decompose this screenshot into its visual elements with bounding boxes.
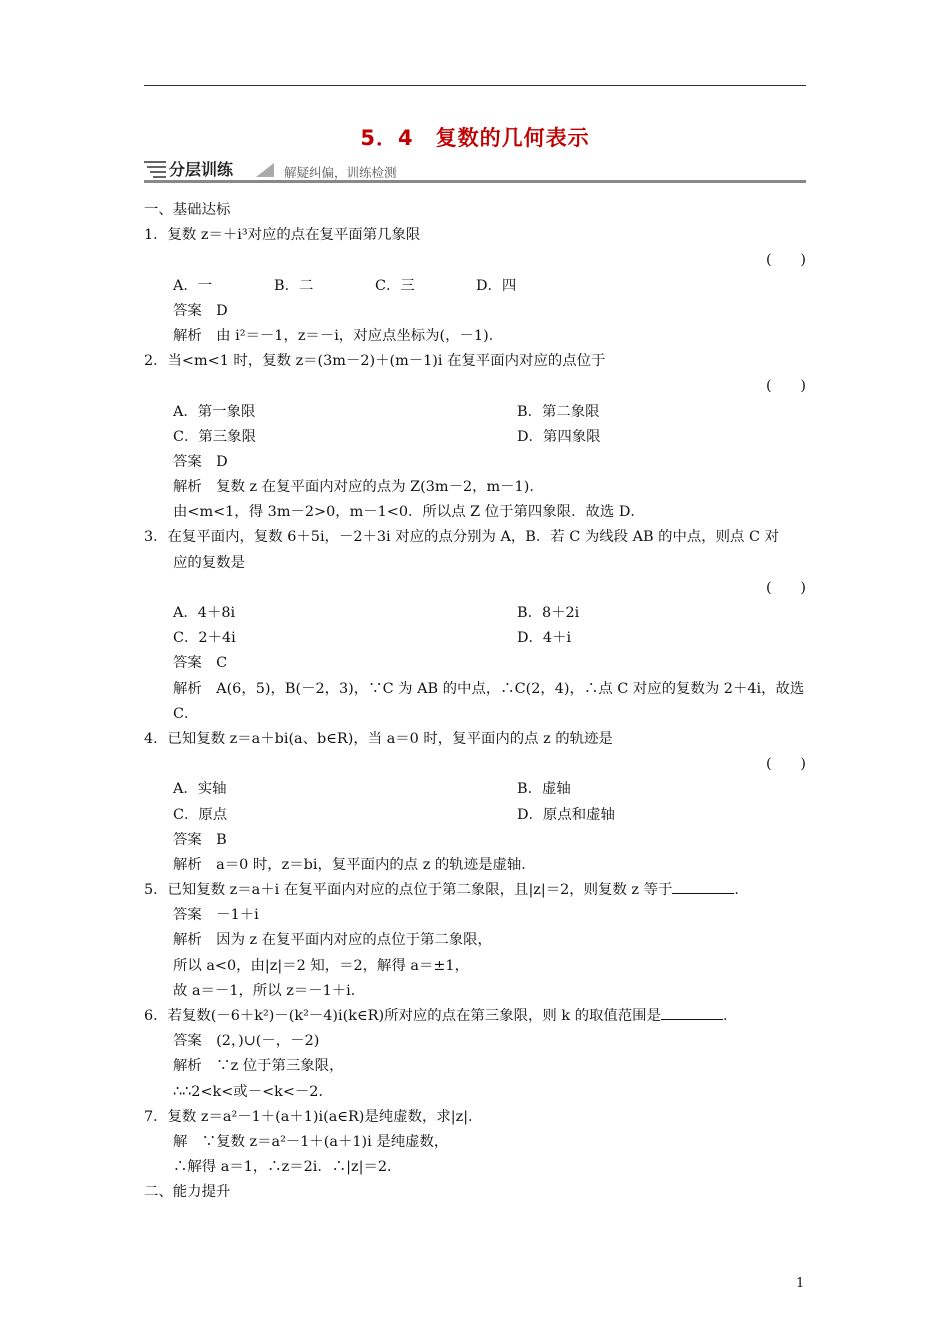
stripes-icon bbox=[144, 160, 166, 178]
q2-analysis-line2: 由<m<1，得 3m－2>0，m－1<0．所以点 Z 位于第四象限．故选 D． bbox=[173, 504, 645, 521]
q2-answer-paren: ( ) bbox=[765, 378, 806, 395]
q6-stem bbox=[144, 1004, 808, 1029]
q2-answer: 答案 D bbox=[173, 453, 228, 470]
q4-option-b: B．虚轴 bbox=[517, 781, 571, 798]
q1-option-c: C．三 bbox=[375, 277, 415, 294]
q5-analysis-line1: 解析 因为 z 在复平面内对应的点位于第二象限， bbox=[173, 932, 492, 949]
section-heading-advanced: 二、能力提升 bbox=[144, 1184, 231, 1201]
q2-option-b: B．第二象限 bbox=[517, 403, 600, 420]
q3-stem-line2: 应的复数是 bbox=[173, 554, 245, 571]
banner-label: 分层训练 bbox=[169, 160, 234, 179]
q3-option-b: B．8＋2i bbox=[517, 605, 580, 621]
q4-options-row1 bbox=[144, 777, 808, 802]
q4-answer-paren: ( ) bbox=[765, 756, 806, 773]
q5-analysis-line3: 故 a＝－1，所以 z＝－1＋i． bbox=[173, 982, 366, 999]
q3-analysis-line1: 解析 A(6，5)，B(－2，3)，∵C 为 AB 的中点，∴C(2，4)，∴点 C 对应的复数为 2＋4i，故选 bbox=[173, 680, 805, 697]
q3-answer-paren: ( ) bbox=[765, 579, 806, 596]
q2-stem: 2．当<m<1 时，复数 z＝(3m－2)＋(m－1)i 在复平面内对应的点位于 bbox=[144, 353, 606, 370]
q2-analysis-line1: 解析 复数 z 在复平面内对应的点为 Z(3m－2，m－1)． bbox=[173, 479, 544, 496]
q5-stem-text: 5．已知复数 z＝a＋i 在复平面内对应的点位于第二象限，且|z|＝2，则复数 z 等于 bbox=[144, 882, 673, 899]
q5-analysis-line2: 所以 a<0，由|z|＝2 知，＝2，解得 a＝±1， bbox=[173, 957, 469, 974]
q6-analysis-line2: ∴∴2<k<或－<k<－2． bbox=[173, 1083, 333, 1100]
q3-option-c: C．2＋4i bbox=[173, 630, 236, 647]
q7-solution-line1: 解 ∵复数 z＝a²－1＋(a＋1)i 是纯虚数， bbox=[173, 1133, 449, 1150]
q4-analysis: 解析 a＝0 时，z＝bi，复平面内的点 z 的轨迹是虚轴． bbox=[173, 856, 536, 873]
q2-option-c: C．第三象限 bbox=[173, 428, 256, 445]
q2-option-a: A．第一象限 bbox=[173, 403, 256, 420]
header-rule bbox=[144, 85, 806, 86]
section-heading-basic: 一、基础达标 bbox=[144, 202, 231, 218]
q1-stem: 1．复数 z＝＋i³对应的点在复平面第几象限 bbox=[144, 227, 421, 244]
q4-option-a: A．实轴 bbox=[173, 781, 227, 798]
q6-stem-end: ． bbox=[722, 1008, 738, 1024]
q6-answer: 答案 (2，)∪(－，－2) bbox=[173, 1033, 320, 1050]
q3-options-row1 bbox=[144, 601, 808, 626]
q3-options-row2 bbox=[144, 626, 808, 651]
q6-analysis-line1: 解析 ∵z 位于第三象限， bbox=[173, 1058, 344, 1075]
corner-triangle-icon bbox=[256, 163, 274, 177]
q3-option-a: A．4＋8i bbox=[173, 605, 236, 621]
q4-option-c: C．原点 bbox=[173, 806, 228, 823]
q5-answer: 答案 －1＋i bbox=[173, 907, 259, 924]
q1-analysis: 解析 由 i²＝－1，z＝－i，对应点坐标为(，－1)． bbox=[173, 327, 504, 344]
q2-option-d: D．第四象限 bbox=[517, 428, 601, 445]
q5-stem bbox=[144, 878, 808, 903]
q3-answer: 答案 C bbox=[173, 655, 228, 672]
q2-options-row2 bbox=[144, 425, 808, 450]
q4-options-row2 bbox=[144, 803, 808, 828]
q4-stem: 4．已知复数 z＝a＋bi(a、b∈R)，当 a＝0 时，复平面内的点 z 的轨迹是 bbox=[144, 730, 613, 747]
q5-fill-blank bbox=[672, 879, 734, 894]
q4-option-d: D．原点和虚轴 bbox=[517, 806, 615, 823]
q3-analysis-line2: C． bbox=[173, 705, 199, 722]
q1-answer-paren: ( ) bbox=[765, 252, 806, 269]
q7-stem: 7．复数 z＝a²－1＋(a＋1)i(a∈R)是纯虚数，求|z|． bbox=[144, 1108, 483, 1125]
banner-subtitle: 解疑纠偏，训练检测 bbox=[284, 165, 397, 180]
q7-solution-line2: ∴解得 a＝1，∴z＝2i．∴|z|＝2． bbox=[173, 1159, 402, 1176]
q1-option-d: D．四 bbox=[476, 277, 517, 294]
q3-option-d: D．4＋i bbox=[517, 630, 572, 647]
q4-answer: 答案 B bbox=[173, 831, 227, 848]
page-title: 5．4 复数的几何表示 bbox=[360, 126, 590, 150]
q3-stem-line1: 3．在复平面内，复数 6＋5i，－2＋3i 对应的点分别为 A，B．若 C 为线段 AB 的中点，则点 C 对 bbox=[144, 529, 780, 546]
banner-rule bbox=[144, 180, 806, 183]
q5-stem-end: ． bbox=[734, 882, 749, 899]
q2-options-row1 bbox=[144, 400, 808, 425]
q6-fill-blank bbox=[661, 1005, 723, 1020]
section-banner bbox=[144, 154, 806, 184]
q1-options bbox=[144, 274, 808, 299]
q6-stem-text: 6．若复数(－6＋k²)－(k²－4)i(k∈R)所对应的点在第三象限，则 k 的取值范围是 bbox=[144, 1008, 661, 1024]
q1-answer: 答案 D bbox=[173, 302, 228, 319]
page-number: 1 bbox=[796, 1276, 805, 1291]
exercise-content bbox=[144, 198, 808, 1206]
q1-option-a: A．一 bbox=[173, 277, 213, 294]
q1-option-b: B．二 bbox=[274, 277, 314, 294]
